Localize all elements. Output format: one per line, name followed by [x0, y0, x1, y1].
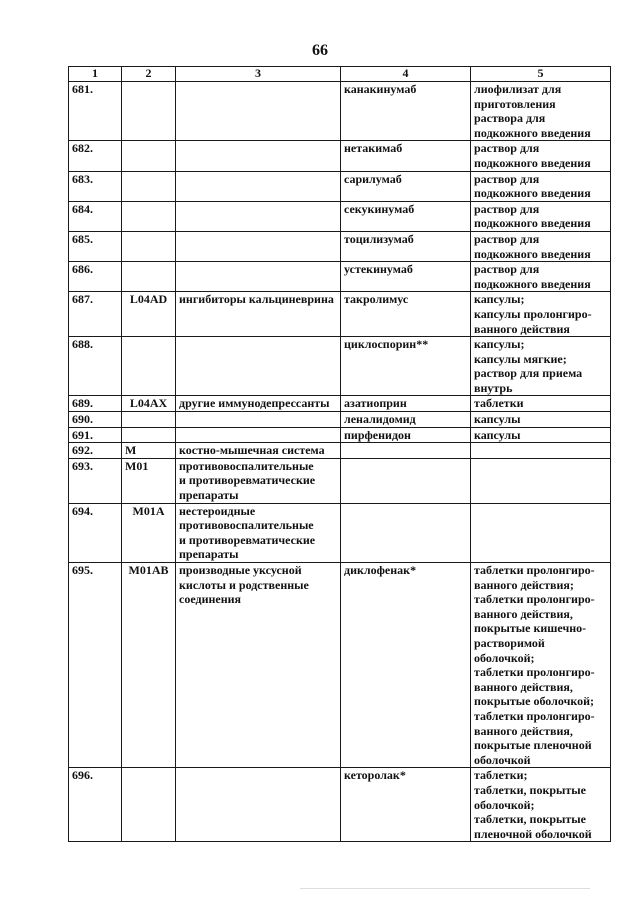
- dosage-form-line: покрытые пленочной: [474, 738, 592, 753]
- drug-name: секукинумаб: [341, 201, 471, 231]
- dosage-form-line: таблетки, покрытые: [474, 782, 586, 797]
- table-row: [69, 231, 611, 261]
- row-number: 695.: [69, 563, 122, 768]
- dosage-form-line: раствор для: [474, 231, 540, 246]
- row-number: 683.: [69, 171, 122, 201]
- dosage-form-line: капсулы: [474, 427, 521, 442]
- dosage-form: [471, 292, 611, 337]
- dosage-form-line: ванного действия,: [474, 606, 573, 621]
- group-description-line: другие иммунодепрессанты: [179, 396, 330, 411]
- dosage-form: [471, 337, 611, 396]
- table-row: [69, 443, 611, 459]
- row-number: 696.: [69, 768, 122, 842]
- dosage-form-line: таблетки;: [474, 768, 528, 783]
- dosage-form-line: внутрь: [474, 380, 513, 395]
- table-row: [69, 396, 611, 412]
- table-row: [69, 292, 611, 337]
- dosage-form: [471, 396, 611, 412]
- atc-code: [122, 262, 176, 292]
- page-number: 66: [312, 42, 328, 59]
- dosage-form-line: подкожного введения: [474, 186, 591, 201]
- dosage-form-line: раствор для приема: [474, 366, 583, 381]
- row-number: 684.: [69, 201, 122, 231]
- drug-name: [341, 458, 471, 503]
- group-description: [176, 141, 341, 171]
- group-description-line: противовоспалительные: [179, 458, 314, 473]
- drug-table: [68, 66, 611, 842]
- group-description: [176, 396, 341, 412]
- row-number: 690.: [69, 412, 122, 428]
- row-number: 694.: [69, 503, 122, 562]
- group-description-line: и противоревматические: [179, 532, 316, 547]
- dosage-form-line: пленочной оболочкой: [474, 826, 592, 841]
- group-description-line: препараты: [179, 547, 239, 562]
- dosage-form-line: подкожного введения: [474, 246, 591, 261]
- header-cell-2: 2: [122, 67, 176, 82]
- group-description: [176, 292, 341, 337]
- drug-name: кеторолак*: [341, 768, 471, 842]
- atc-code: [122, 141, 176, 171]
- table-row: [69, 768, 611, 842]
- dosage-form-line: таблетки: [474, 396, 524, 411]
- group-description-line: соединения: [179, 592, 242, 607]
- dosage-form-line: покрытые оболочкой;: [474, 694, 594, 709]
- table-row: [69, 563, 611, 768]
- dosage-form-line: подкожного введения: [474, 155, 591, 170]
- dosage-form: [471, 141, 611, 171]
- dosage-form: [471, 412, 611, 428]
- dosage-form-line: раствор для: [474, 201, 540, 216]
- dosage-form-line: ванного действия,: [474, 723, 573, 738]
- atc-code: M01AB: [122, 563, 176, 768]
- dosage-form: [471, 231, 611, 261]
- atc-code: [122, 768, 176, 842]
- dosage-form: [471, 563, 611, 768]
- dosage-form-line: капсулы;: [474, 337, 525, 352]
- group-description: [176, 231, 341, 261]
- atc-code: L04AD: [122, 292, 176, 337]
- table-row: [69, 427, 611, 443]
- row-number: 689.: [69, 396, 122, 412]
- atc-code: [122, 427, 176, 443]
- group-description-line: производные уксусной: [179, 563, 302, 577]
- group-description: [176, 563, 341, 768]
- group-description: [176, 171, 341, 201]
- group-description: [176, 503, 341, 562]
- drug-name: тоцилизумаб: [341, 231, 471, 261]
- dosage-form-line: лиофилизат для: [474, 82, 562, 96]
- header-cell-5: 5: [471, 67, 611, 82]
- dosage-form-line: ванного действия: [474, 321, 570, 336]
- dosage-form-line: покрытые кишечно-: [474, 621, 587, 636]
- dosage-form: [471, 503, 611, 562]
- group-description: [176, 768, 341, 842]
- table-row: [69, 262, 611, 292]
- drug-name: циклоспорин**: [341, 337, 471, 396]
- row-number: 691.: [69, 427, 122, 443]
- atc-code: [122, 337, 176, 396]
- dosage-form: [471, 458, 611, 503]
- group-description: [176, 458, 341, 503]
- group-description: [176, 337, 341, 396]
- row-number: 692.: [69, 443, 122, 459]
- dosage-form: [471, 443, 611, 459]
- dosage-form-line: капсулы;: [474, 292, 525, 307]
- dosage-form-line: капсулы мягкие;: [474, 351, 567, 366]
- dosage-form-line: таблетки пролонгиро-: [474, 563, 595, 577]
- group-description-line: противовоспалительные: [179, 518, 314, 533]
- table-row: [69, 201, 611, 231]
- table-row: [69, 82, 611, 141]
- header-cell-4: 4: [341, 67, 471, 82]
- group-description: [176, 427, 341, 443]
- row-number: 687.: [69, 292, 122, 337]
- drug-name: устекинумаб: [341, 262, 471, 292]
- dosage-form: [471, 201, 611, 231]
- drug-name: сарилумаб: [341, 171, 471, 201]
- atc-code: L04AX: [122, 396, 176, 412]
- drug-name: диклофенак*: [341, 563, 471, 768]
- table-body: [69, 82, 611, 842]
- drug-name: азатиоприн: [341, 396, 471, 412]
- dosage-form-line: капсулы: [474, 412, 521, 427]
- dosage-form-line: подкожного введения: [474, 276, 591, 291]
- dosage-form-line: таблетки, покрытые: [474, 812, 586, 827]
- dosage-form-line: оболочкой;: [474, 797, 535, 812]
- drug-name: пирфенидон: [341, 427, 471, 443]
- drug-name: [341, 503, 471, 562]
- header-cell-1: 1: [69, 67, 122, 82]
- dosage-form-line: ванного действия;: [474, 577, 574, 592]
- atc-code: [122, 412, 176, 428]
- dosage-form-line: оболочкой;: [474, 650, 535, 665]
- table-row: [69, 503, 611, 562]
- atc-code: M01: [122, 458, 176, 503]
- dosage-form-line: оболочкой: [474, 752, 531, 767]
- dosage-form-line: таблетки пролонгиро-: [474, 665, 595, 680]
- group-description-line: нестероидные: [179, 503, 256, 518]
- drug-name: [341, 443, 471, 459]
- dosage-form-line: подкожного введения: [474, 125, 591, 140]
- dosage-form: [471, 768, 611, 842]
- group-description: [176, 201, 341, 231]
- drug-name: нетакимаб: [341, 141, 471, 171]
- drug-name: леналидомид: [341, 412, 471, 428]
- dosage-form-line: растворимой: [474, 635, 545, 650]
- dosage-form-line: ванного действия,: [474, 679, 573, 694]
- scan-edge-artifact: [300, 888, 590, 891]
- dosage-form-line: таблетки пролонгиро-: [474, 592, 595, 607]
- table-row: [69, 412, 611, 428]
- group-description-line: и противоревматические: [179, 473, 316, 488]
- dosage-form: [471, 171, 611, 201]
- group-description-line: препараты: [179, 488, 239, 503]
- group-description: [176, 412, 341, 428]
- dosage-form-line: подкожного введения: [474, 216, 591, 231]
- atc-code: [122, 82, 176, 141]
- dosage-form-line: раствора для: [474, 111, 546, 126]
- row-number: 693.: [69, 458, 122, 503]
- dosage-form-line: приготовления: [474, 96, 556, 111]
- row-number: 686.: [69, 262, 122, 292]
- row-number: 682.: [69, 141, 122, 171]
- table-row: [69, 337, 611, 396]
- dosage-form: [471, 262, 611, 292]
- dosage-form-line: раствор для: [474, 141, 540, 156]
- row-number: 688.: [69, 337, 122, 396]
- dosage-form: [471, 427, 611, 443]
- atc-code: M: [122, 443, 176, 459]
- group-description: [176, 82, 341, 141]
- atc-code: [122, 201, 176, 231]
- row-number: 685.: [69, 231, 122, 261]
- row-number: 681.: [69, 82, 122, 141]
- dosage-form-line: таблетки пролонгиро-: [474, 708, 595, 723]
- atc-code: [122, 231, 176, 261]
- dosage-form-line: раствор для: [474, 262, 540, 277]
- dosage-form-line: раствор для: [474, 171, 540, 186]
- dosage-form: [471, 82, 611, 141]
- table-row: [69, 458, 611, 503]
- table-row: [69, 141, 611, 171]
- group-description-line: кислоты и родственные: [179, 577, 309, 592]
- header-row: [69, 67, 611, 82]
- header-cell-3: 3: [176, 67, 341, 82]
- drug-name: канакинумаб: [341, 82, 471, 141]
- atc-code: M01A: [122, 503, 176, 562]
- group-description: [176, 443, 341, 459]
- group-description: [176, 262, 341, 292]
- table-row: [69, 171, 611, 201]
- atc-code: [122, 171, 176, 201]
- group-description-line: ингибиторы кальциневрина: [179, 292, 334, 307]
- dosage-form-line: капсулы пролонгиро-: [474, 306, 592, 321]
- drug-name: такролимус: [341, 292, 471, 337]
- group-description-line: костно-мышечная система: [179, 443, 325, 458]
